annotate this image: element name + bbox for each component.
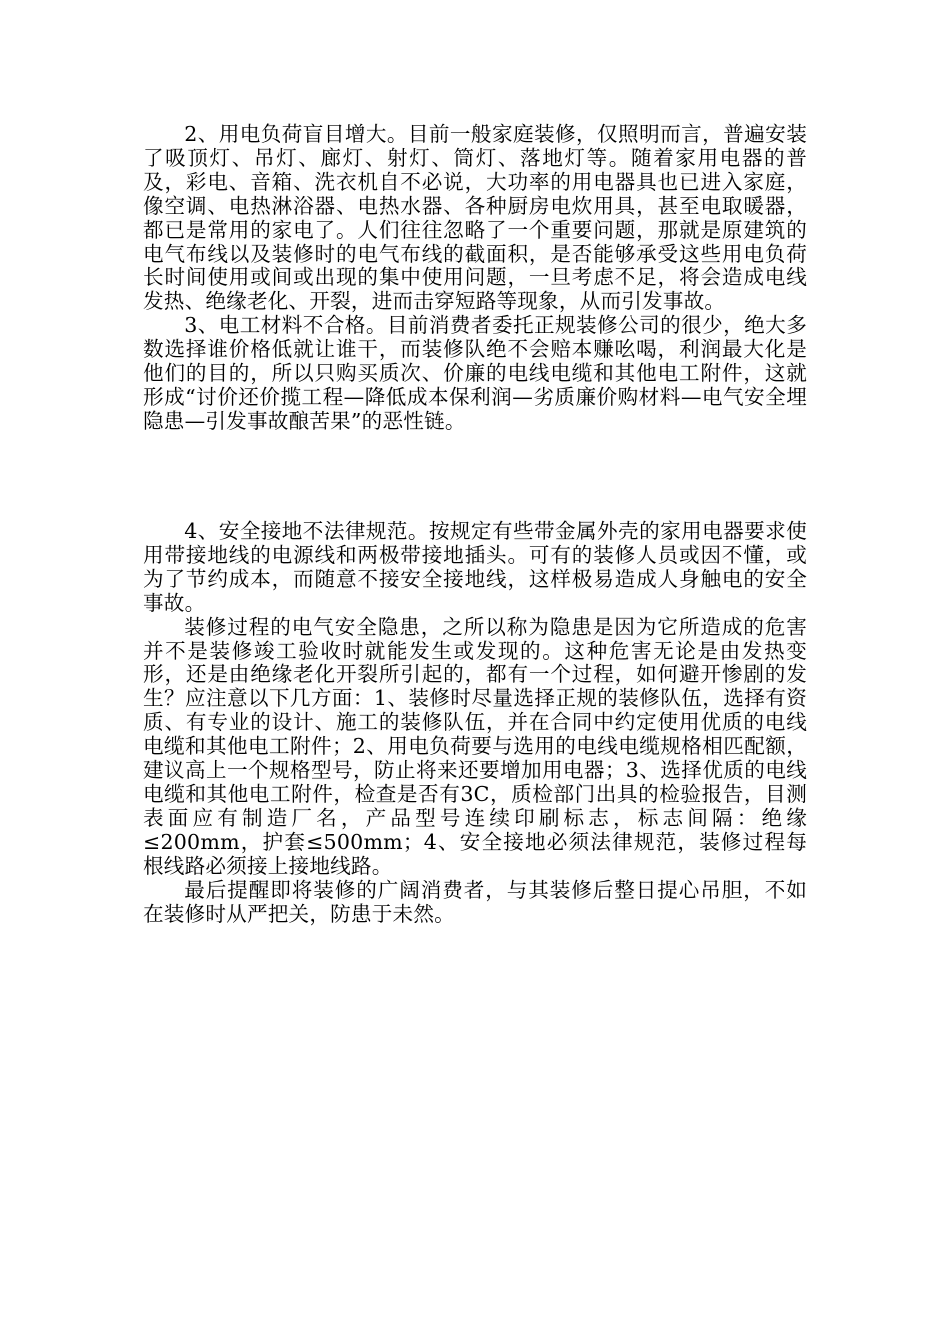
paragraph-final-reminder: 最后提醒即将装修的广阔消费者，与其装修后整日提心吊胆，不如在装修时从严把关，防患于未然。 — [143, 877, 807, 926]
text-block-top — [143, 123, 807, 434]
paragraph-hidden-dangers: 装修过程的电气安全隐患，之所以称为隐患是因为它所造成的危害并不是装修竣工验收时就能发生或发现的。这种危害无论是由发热变形，还是由绝缘老化开裂所引起的，都有一个过程，如何避开惨剧的发生？应注意以下几方面：1、装修时尽量选择正规的装修队伍，选择有资质、有专业的设计、施工的装修队伍，并在合同中约定使用优质的电线电缆和其他电工附件；2、用电负荷要与选用的电线电缆规格相匹配额，建议高上一个规格型号，防止将来还要增加用电器；3、选择优质的电线电缆和其他电工附件，检查是否有3C，质检部门出具的检验报告，目测表面应有制造厂名，产品型号连续印刷标志，标志间隔：绝缘≤200mm，护套≤500mm；4、安全接地必须法律规范，装修过程每根线路必须接上接地线路。 — [143, 614, 807, 878]
paragraph-substandard-materials: 3、电工材料不合格。目前消费者委托正规装修公司的很少，绝大多数选择谁价格低就让谁干，而装修队绝不会赔本赚吆喝，利润最大化是他们的目的，所以只购买质次、价廉的电线电缆和其他电工附件，这就形成“讨价还价揽工程—降低成本保利润—劣质廉价购材料—电气安全埋隐患—引发事故酿苦果”的恶性链。 — [143, 313, 807, 433]
paragraph-load-increase: 2、用电负荷盲目增大。目前一般家庭装修，仅照明而言，普遍安装了吸顶灯、吊灯、廊灯、射灯、筒灯、落地灯等。随着家用电器的普及，彩电、音箱、洗衣机自不必说，大功率的用电器具也已进入家庭，像空调、电热淋浴器、电热水器、各种厨房电炊用具，甚至电取暖器，都已是常用的家电了。人们往往忽略了一个重要问题，那就是原建筑的电气布线以及装修时的电气布线的截面积，是否能够承受这些用电负荷长时间使用或间或出现的集中使用问题，一旦考虑不足，将会造成电线发热、绝缘老化、开裂，进而击穿短路等现象，从而引发事故。 — [143, 122, 807, 314]
text-block-bottom — [143, 520, 807, 926]
paragraph-grounding: 4、安全接地不法律规范。按规定有些带金属外壳的家用电器要求使用带接地线的电源线和两极带接地插头。可有的装修人员或因不懂，或为了节约成本，而随意不接安全接地线，这样极易造成人身触电的安全事故。 — [143, 519, 807, 615]
